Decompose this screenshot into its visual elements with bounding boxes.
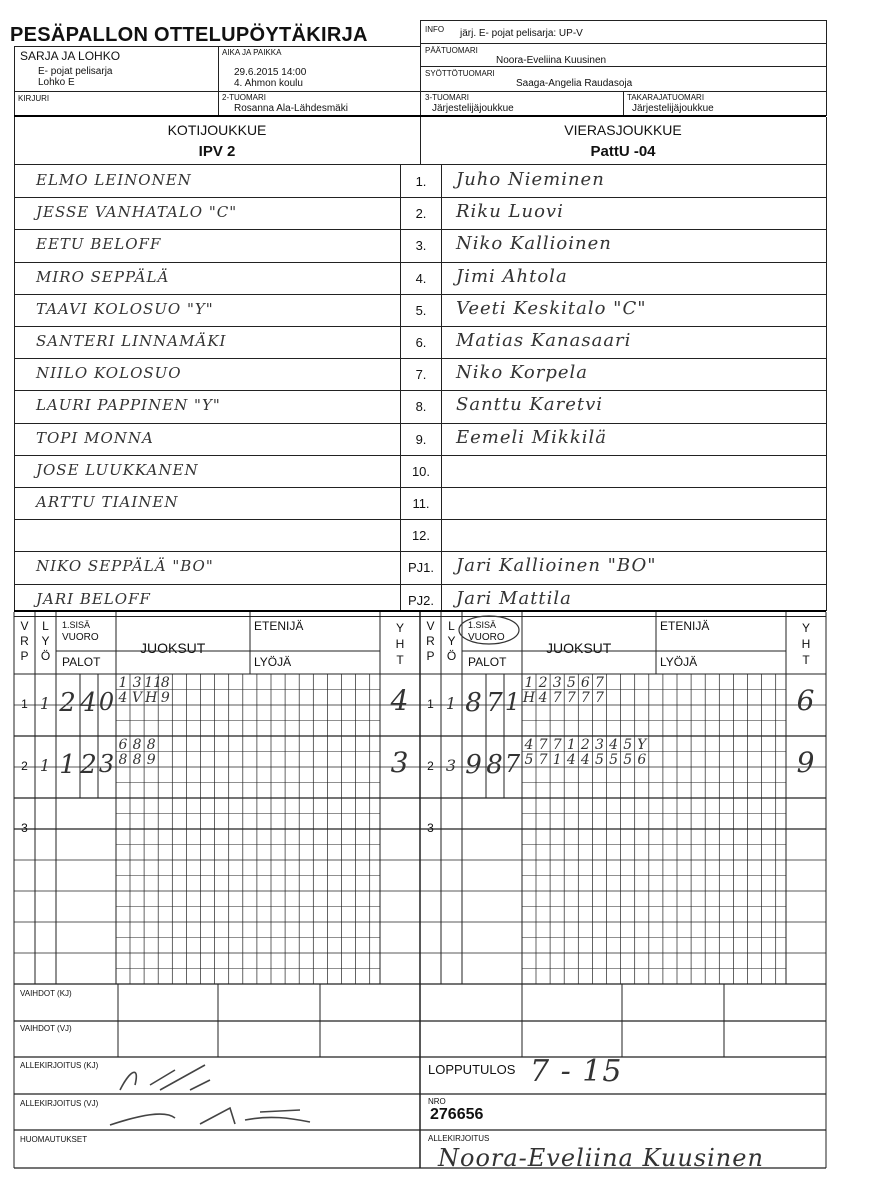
inning-l-value: 1 [39,694,52,713]
away-player: Jari Mattila [456,587,572,609]
inning-s-value: 2 [59,688,77,718]
form-title: PESÄPALLON OTTELUPÖYTÄKIRJA [10,24,368,46]
inning-number: 1 [427,697,434,711]
home-player: NIILO KOLOSUO [36,364,182,383]
home-player: EETU BELOFF [36,235,162,254]
inning-s-value: 9 [465,750,483,780]
juoksu-mark: 7 [595,675,604,691]
inning-p1-value: 4 [80,688,98,718]
inning-number: 3 [427,821,434,835]
inning-total: 6 [796,684,816,717]
juoksu-mark: 4 [566,752,576,768]
juoksu-mark: 5 [524,752,534,768]
signature-vj-scribble [110,1108,310,1125]
inning-total: 4 [390,684,410,717]
home-sisa-header-2: VUORO [62,632,99,643]
nro-value: 276656 [430,1106,484,1123]
sarja-label: SARJA JA LOHKO [20,49,121,63]
allekirjoitus-vj-label: ALLEKIRJOITUS (VJ) [20,1099,99,1108]
home-etenija-header: ETENIJÄ [254,619,304,633]
tuomari2-value: Rosanna Ala-Lähdesmäki [234,103,348,114]
juoksu-mark: 8 [118,752,128,768]
home-player: LAURI PAPPINEN "Y" [36,396,221,415]
player-number: 12. [411,528,431,544]
inning-number: 1 [21,697,28,711]
aika-value-2: 4. Ahmon koulu [234,78,303,89]
away-player: Juho Nieminen [456,169,605,190]
allekirjoitus-kj-label: ALLEKIRJOITUS (KJ) [20,1061,99,1070]
inning-p1-value: 2 [80,750,98,780]
sarja-value-1: E- pojat pelisarja [38,66,113,77]
inning-s-value: 8 [465,688,483,718]
inning-p2-value: 1 [504,688,522,716]
home-yht-header: H [395,637,405,651]
away-player: Santtu Karetvi [456,394,604,416]
away-player: Riku Luovi [456,201,564,223]
inning-l-value: 1 [39,756,52,775]
away-yht-header: T [802,653,810,667]
home-palot-header: PALOT [62,655,101,669]
away-vrp-header: P [426,649,435,663]
away-etenija-header: ETENIJÄ [660,619,710,633]
syotto-value: Saaga-Angelia Raudasoja [516,78,633,89]
juoksu-mark: 6 [580,675,590,691]
juoksu-mark: 7 [580,690,590,706]
home-lyo-header: L [42,619,49,633]
paatuomari-label: PÄÄTUOMARI [425,46,478,55]
inning-l-value: 1 [445,694,458,713]
home-player: MIRO SEPPÄLÄ [36,267,170,286]
player-number: 1. [415,174,427,189]
away-sisa-header-2: VUORO [468,632,505,643]
syotto-label: SYÖTTÖTUOMARI [425,69,495,78]
vaihdot-kj-label: VAIHDOT (KJ) [20,989,72,998]
juoksu-mark: 3 [132,675,142,691]
juoksu-mark: 9 [146,752,156,768]
inning-p1-value: 8 [486,750,504,780]
paatuomari-value: Noora-Eveliina Kuusinen [496,55,607,66]
juoksu-mark: Y [637,737,647,753]
sarja-value-2: Lohko E [38,77,75,88]
juoksu-mark: 2 [580,737,590,753]
inning-number: 2 [21,759,28,773]
away-vrp-header: R [426,634,435,648]
juoksu-mark: 5 [566,675,576,691]
home-juoksut-header: JUOKSUT [140,640,206,656]
away-yht-header: Y [801,621,810,635]
takaraja-value: Järjestelijäjoukkue [632,103,714,114]
juoksu-mark: 8 [146,737,156,753]
player-number: 7. [415,367,427,383]
juoksu-mark: 4 [524,737,534,753]
home-player: JESSE VANHATALO "C" [36,203,238,222]
home-player: TAAVI KOLOSUO "Y" [36,299,214,318]
juoksu-mark: 11 [144,675,163,691]
juoksu-mark: H [522,690,536,706]
inning-p1-value: 7 [486,688,504,718]
away-team-name: PattU -04 [590,143,656,160]
away-yht-header: H [801,637,811,651]
juoksu-mark: 1 [524,675,534,691]
juoksu-mark: 7 [566,690,576,706]
inning-number: 3 [21,821,28,835]
home-yht-header: Y [395,621,404,635]
home-team-name: IPV 2 [198,143,236,160]
allekirjoitus-label: ALLEKIRJOITUS [428,1134,490,1143]
player-number: 11. [412,496,430,511]
juoksu-mark: H [145,690,158,706]
player-number: 6. [415,335,427,350]
juoksu-mark: 1 [566,737,576,753]
takaraja-label: TAKARAJATUOMARI [627,93,705,102]
tuomari3-label: 3-TUOMARI [425,93,469,102]
juoksu-mark: 6 [637,752,647,768]
vaihdot-vj-label: VAIHDOT (VJ) [20,1024,72,1033]
aika-value-1: 29.6.2015 14:00 [234,67,307,78]
home-player: JOSE LUUKKANEN [36,460,199,479]
juoksu-mark: V [132,690,143,706]
player-number: 4. [415,270,427,286]
inning-s-value: 1 [59,750,77,780]
tuomari2-label: 2-TUOMARI [222,93,266,102]
home-vrp-header: R [20,634,29,648]
juoksu-mark: 7 [595,690,604,706]
away-player: Jimi Ahtola [456,265,568,287]
home-lyoja-header: LYÖJÄ [254,655,292,669]
juoksu-mark: 9 [160,690,170,706]
juoksu-mark: 4 [580,752,590,768]
home-player: NIKO SEPPÄLÄ "BO" [36,557,214,576]
home-yht-header: T [396,653,404,667]
signature-kj-scribble [120,1065,210,1090]
juoksu-mark: 3 [595,737,604,753]
juoksu-mark: 8 [132,752,142,768]
info-label: INFO [425,25,445,34]
away-lyo-header: Ö [446,649,457,663]
player-number: PJ2. [407,592,434,608]
juoksu-mark: 7 [552,690,562,706]
tuomari3-value: Järjestelijäjoukkue [432,103,514,114]
inning-p2-value: 7 [504,750,522,778]
inning-p2-value: 0 [98,688,116,716]
player-number: 5. [415,302,427,318]
juoksu-mark: 4 [118,690,128,706]
home-lyo-header: Y [41,634,50,648]
home-player: TOPI MONNA [36,428,154,447]
home-vrp-header: V [20,619,29,633]
away-team-label: VIERASJOUKKUE [564,122,682,138]
inning-l-value: 3 [445,756,458,775]
aika-label: AIKA JA PAIKKA [222,48,282,57]
juoksu-mark: 5 [623,737,633,753]
juoksu-mark: 2 [538,675,548,691]
away-player: Veeti Keskitalo "C" [456,297,647,319]
juoksu-mark: 1 [118,675,128,691]
lopputulos-label: LOPPUTULOS [428,1062,516,1077]
juoksu-mark: 5 [609,752,619,768]
juoksu-mark: 7 [538,737,548,753]
player-number: 2. [415,206,427,222]
nro-label: NRO [428,1097,446,1106]
juoksu-mark: 8 [160,675,170,691]
away-player: Niko Kallioinen [456,233,612,255]
away-player: Niko Korpela [456,362,589,384]
player-number: 8. [415,399,427,415]
home-team-label: KOTIJOUKKUE [167,122,267,138]
juoksu-mark: 7 [538,752,548,768]
home-vrp-header: P [20,649,29,663]
away-lyoja-header: LYÖJÄ [660,655,698,669]
away-player: Jari Kallioinen "BO" [456,555,657,577]
juoksu-mark: 8 [132,737,142,753]
player-number: PJ1. [407,560,434,576]
away-lyo-header: Y [447,634,456,648]
juoksu-mark: 5 [595,752,604,768]
juoksu-mark: 4 [538,690,548,706]
signature-value: Noora-Eveliina Kuusinen [438,1144,764,1172]
home-player: JARI BELOFF [36,589,151,608]
juoksu-mark: 5 [623,752,633,768]
away-player: Eemeli Mikkilä [456,426,607,448]
juoksu-mark: 7 [552,737,562,753]
home-player: SANTERI LINNAMÄKI [36,332,227,350]
away-vrp-header: V [426,619,435,633]
away-player: Matias Kanasaari [456,330,632,351]
player-number: 9. [415,431,427,447]
home-sisa-header-1: 1.SISÄ [62,620,91,630]
inning-total: 3 [390,746,410,779]
home-player: ELMO LEINONEN [36,171,192,189]
huomautukset-label: HUOMAUTUKSET [20,1135,88,1144]
inning-p2-value: 3 [98,750,116,778]
away-lyo-header: L [448,619,455,633]
away-sisa-header-1: 1.SISÄ [468,620,497,630]
juoksu-mark: 1 [552,752,562,768]
away-palot-header: PALOT [468,655,507,669]
away-juoksut-header: JUOKSUT [546,640,612,656]
juoksu-mark: 3 [552,675,562,691]
juoksu-mark: 6 [118,737,128,753]
inning-number: 2 [427,759,434,773]
info-value: järj. E- pojat pelisarja: UP-V [460,28,583,39]
juoksu-mark: 4 [609,737,619,753]
inning-total: 9 [796,746,816,779]
kirjuri-label: KIRJURI [18,94,50,103]
home-lyo-header: Ö [40,649,51,663]
player-number: 10. [411,463,431,479]
player-number: 3. [415,238,427,254]
home-player: ARTTU TIAINEN [36,493,179,511]
lopputulos-value: 7 - 15 [530,1054,623,1089]
